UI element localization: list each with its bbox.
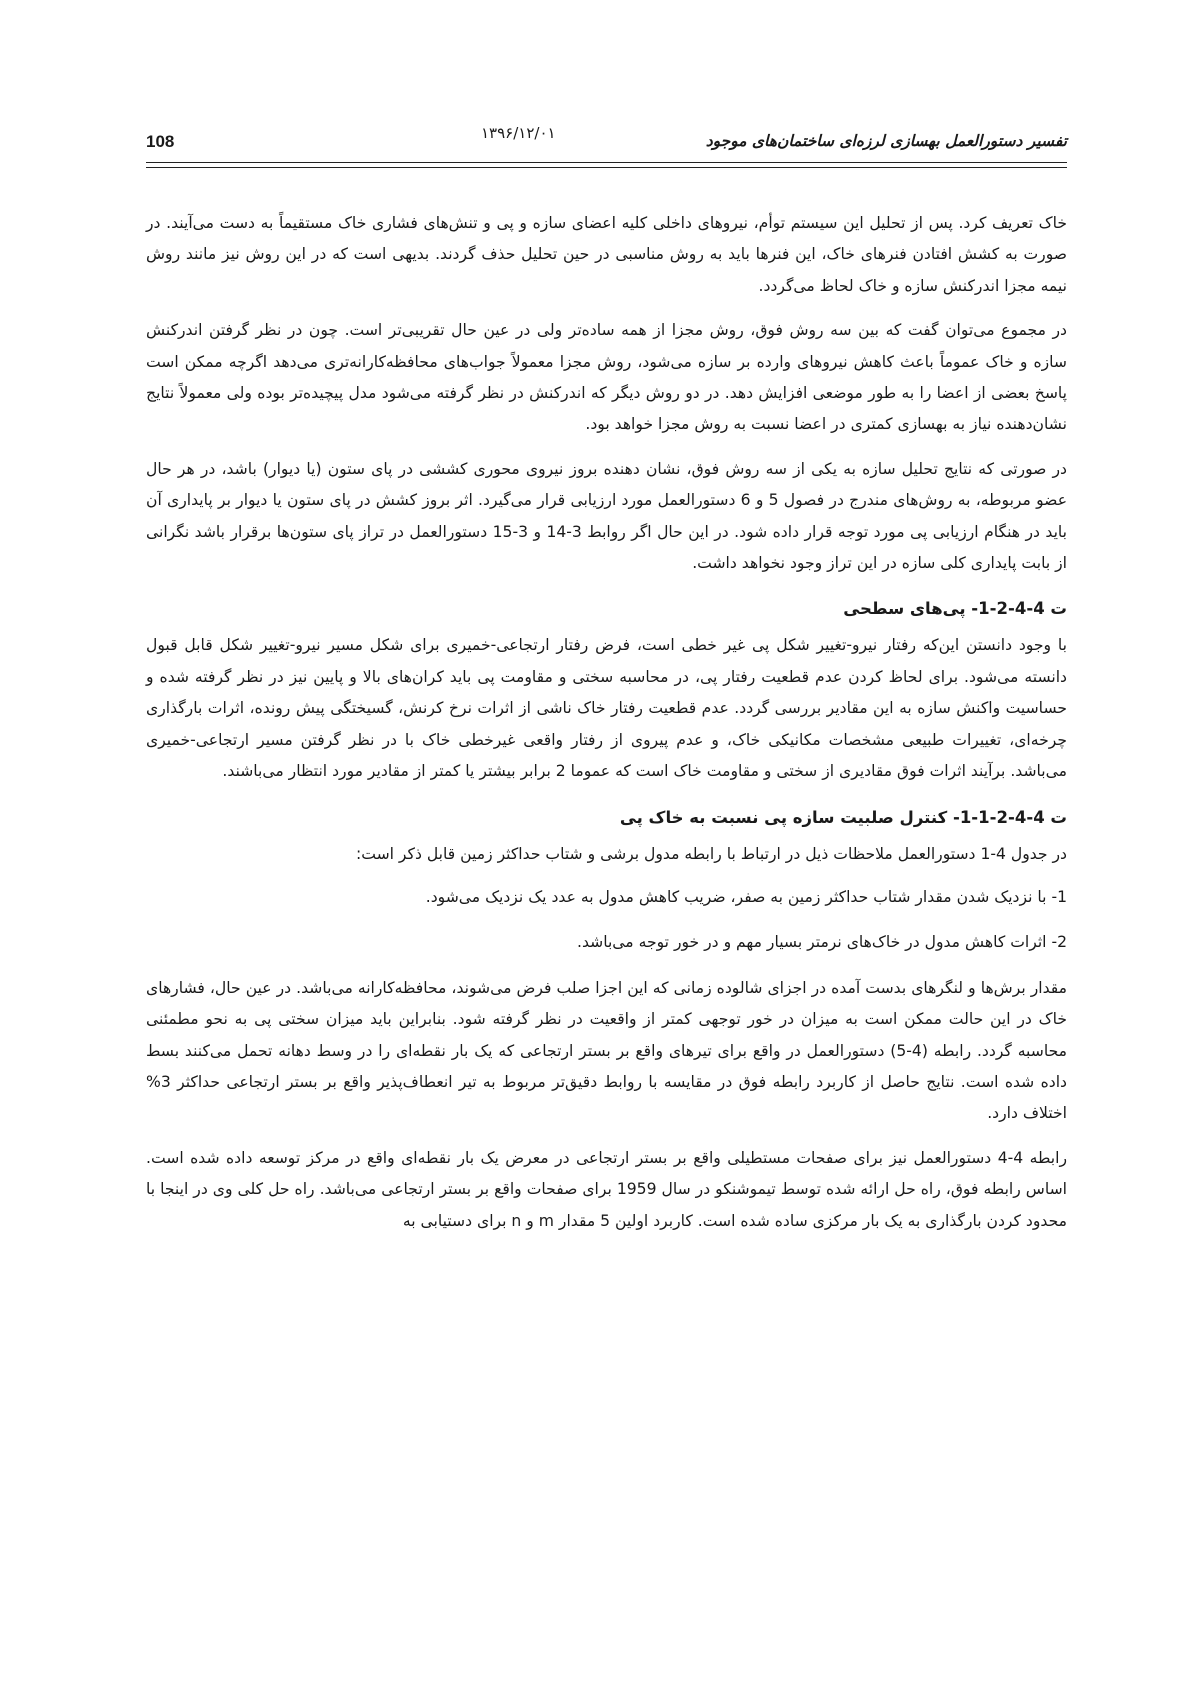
header-rule <box>146 162 1067 168</box>
paragraph: در مجموع می‌توان گفت که بین سه روش فوق، روش مجزا از همه ساده‌تر ولی در عین حال تقریبی‌تر است. چون در نظر گرفتن اندرکنش سازه و خاک عموماً باعث کاهش نیروهای وارده بر سازه می‌شود، روش مجزا معمولاً جواب‌های محافظه‌کارانه‌تری می‌دهد اگرچه ممکن است پاسخ بعضی از اعضا را به طور موضعی افزایش دهد. در دو روش دیگر که اندرکنش در نظر گرفته می‌شود مدل پیچیده‌تر بوده ولی معمولاً نتایج نشان‌دهنده نیاز به بهسازی کمتری در اعضا نسبت به روش مجزا خواهد بود. <box>146 321 1067 434</box>
section-heading: ت 4-4-2-1- پی‌های سطحی <box>843 599 1067 619</box>
paragraph: در صورتی که نتایج تحلیل سازه به یکی از سه روش فوق، نشان دهنده بروز نیروی محوری کششی در پای ستون (یا دیوار) باشد، در هر حال عضو مربوطه، به روش‌های مندرج در فصول 5 و 6 دستورالعمل مورد ارزیابی قرار می‌گیرد. اثر بروز کشش در پای ستون یا دیوار بر پایداری آن باید در هنگام ارزیابی پی مورد توجه قرار داده شود. در این حال اگر روابط 3-14 و 3-15 دستورالعمل در تراز پای ستون‌ها برقرار باشد نگرانی از بابت پایداری کلی سازه در این تراز وجود نخواهد داشت. <box>146 459 1068 573</box>
paragraph: مقدار برش‌ها و لنگرهای بدست آمده در اجزای شالوده زمانی که این اجزا صلب فرض می‌شوند، محافظه‌کارانه می‌باشد. در عین حال، فشارهای خاک در این حالت ممکن است به میزان در خور توجهی کمتر از واقعیت در نظر گرفته شود. بنابراین باید میزان سختی پی به نحو مطمئنی محاسبه گردد. رابطه (4-5) دستورالعمل در واقع برای تیرهای واقع بر بستر ارتجاعی که یک بار نقطه‌ای را در وسط دهانه تحمل می‌کنند بسط داده شده است. نتایج حاصل از کاربرد رابطه فوق در مقایسه با روابط دقیق‌تر مربوط به تیر انعطاف‌پذیر واقع بر بستر ارتجاعی حداکثر 3% اختلاف دارد. <box>146 978 1067 1123</box>
paragraph: خاک تعریف کرد. پس از تحلیل این سیستم توأم، نیروهای داخلی کلیه اعضای سازه و پی و تنش‌های فشاری خاک مستقیماً به دست می‌آیند. در صورت به کشش افتادن فنرهای خاک، این فنرها باید به روش مناسبی در حین تحلیل حذف گردند. بدیهی است که در این روش نیز مانند روش نیمه مجزا اندرکنش سازه و خاک لحاظ می‌گردد. <box>146 214 1067 295</box>
running-title: تفسیر دستورالعمل بهسازی لرزه‌ای ساختمان‌های موجود <box>705 132 1067 150</box>
header-date: ۱۳۹۶/۱۲/۰۱ <box>481 124 556 142</box>
list-item: 1- با نزدیک شدن مقدار شتاب حداکثر زمین به صفر، ضریب کاهش مدول به عدد یک نزدیک می‌شود. <box>425 887 1067 906</box>
page-header <box>146 120 1067 160</box>
paragraph: با وجود دانستن این‌که رفتار نیرو-تغییر شکل پی غیر خطی است، فرض رفتار ارتجاعی-خمیری برای شکل مسیر نیرو-تغییر شکل قابل قبول دانسته می‌شود. برای لحاظ کردن عدم قطعیت رفتار پی، در محاسبه سختی و مقاومت پی باید کران‌های بالا و پایین نیز در نظر گرفته شده و حساسیت واکنش سازه به این مقادیر بررسی گردد. عدم قطعیت رفتار خاک ناشی از اثرات نرخ کرنش، گسیختگی پیش رونده، اثرات بارگذاری چرخه‌ای، تغییرات طبیعی مشخصات مکانیکی خاک، و عدم پیروی از رفتار واقعی غیرخطی خاک با در نظر گرفتن مسیر ارتجاعی-خمیری می‌باشد. برآیند اثرات فوق مقادیری از سختی و مقاومت خاک است که عموما 2 برابر بیشتر یا کمتر از مقادیر مورد انتظار می‌باشند. <box>146 636 1067 781</box>
section-heading: ت 4-4-2-1-1- کنترل صلبیت سازه پی نسبت به خاک پی <box>619 807 1067 827</box>
page-body <box>146 208 1067 1250</box>
section-intro: در جدول 4-1 دستورالعمل ملاحظات ذیل در ارتباط با رابطه مدول برشی و شتاب حداکثر زمین قابل ذکر است: <box>356 844 1067 863</box>
list-item: 2- اثرات کاهش مدول در خاک‌های نرمتر بسیار مهم و در خور توجه می‌باشد. <box>577 933 1067 952</box>
page-number: 108 <box>146 132 175 151</box>
paragraph: رابطه 4-4 دستورالعمل نیز برای صفحات مستطیلی واقع بر بستر ارتجاعی در معرض یک بار نقطه‌ای واقع در مرکز توسعه داده شده است. اساس رابطه فوق، راه حل ارائه شده توسط تیموشنکو در سال 1959 برای صفحات واقع بر بستر ارتجاعی می‌باشد. راه حل کلی وی در اینجا با محدود کردن بارگذاری به یک بار مرکزی ساده شده است. کاربرد اولین 5 مقدار m و n برای دستیابی به <box>146 1148 1067 1230</box>
